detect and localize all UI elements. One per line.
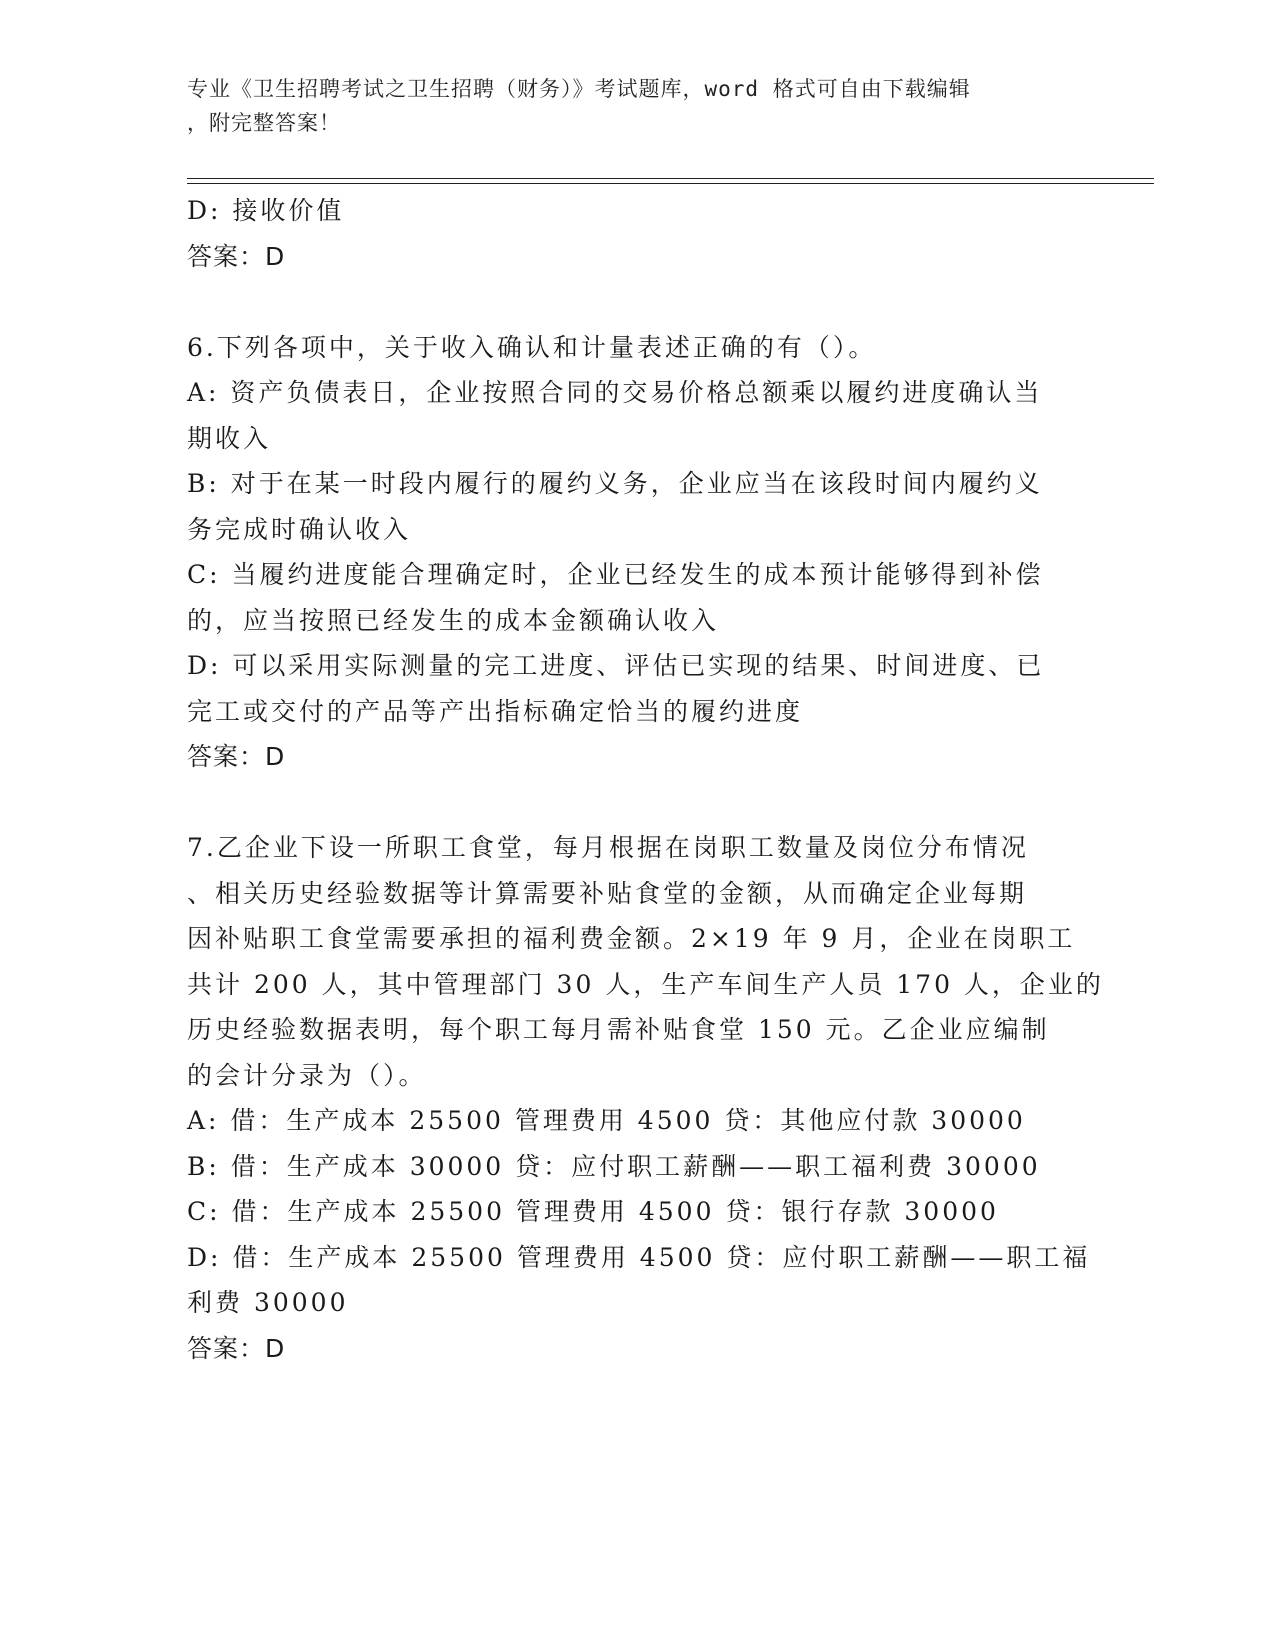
q6-option-d: D: 可以采用实际测量的完工进度、评估已实现的结果、时间进度、已 xyxy=(187,651,1045,680)
header-line-2: ，附完整答案！ xyxy=(187,111,341,135)
q7-stem-5: 历史经验数据表明，每个职工每月需补贴食堂 150 元。乙企业应编制 xyxy=(187,1015,1050,1044)
q6-option-b-cont: 务完成时确认收入 xyxy=(187,514,412,544)
q7-option-a: A: 借：生产成本 25500 管理费用 4500 贷：其他应付款 30000 xyxy=(187,1106,1026,1135)
q6-option-a: A: 资产负债表日，企业按照合同的交易价格总额乘以履约进度确认当 xyxy=(187,378,1043,407)
document-header xyxy=(187,72,1067,140)
header-line-1: 专业《卫生招聘考试之卫生招聘（财务）》考试题库，word 格式可自由下载编辑 xyxy=(187,77,971,101)
q7-option-c: C: 借：生产成本 25500 管理费用 4500 贷：银行存款 30000 xyxy=(187,1197,999,1226)
q6-option-b: B: 对于在某一时段内履行的履约义务，企业应当在该段时间内履约义 xyxy=(187,469,1043,498)
q7-option-d: D: 借：生产成本 25500 管理费用 4500 贷：应付职工薪酬——职工福 xyxy=(187,1242,1091,1272)
q7-stem-2: 、相关历史经验数据等计算需要补贴食堂的金额，从而确定企业每期 xyxy=(187,878,1028,908)
prev-answer: 答案：D xyxy=(187,241,286,271)
spacer xyxy=(187,279,1087,325)
q7-stem-3: 因补贴职工食堂需要承担的福利费金额。2×19 年 9 月，企业在岗职工 xyxy=(187,924,1076,953)
q6-option-d-cont: 完工或交付的产品等产出指标确定恰当的履约进度 xyxy=(187,696,804,726)
q7-stem-6: 的会计分录为（）。 xyxy=(187,1060,427,1090)
q7-stem-1: 7.乙企业下设一所职工食堂，每月根据在岗职工数量及岗位分布情况 xyxy=(187,833,1029,862)
q6-answer: 答案：D xyxy=(187,742,286,771)
question-6 xyxy=(187,325,1087,780)
q6-option-a-cont: 期收入 xyxy=(187,423,272,453)
spacer xyxy=(187,780,1087,826)
q6-stem: 6.下列各项中，关于收入确认和计量表述正确的有（）。 xyxy=(187,332,877,362)
q7-answer: 答案：D xyxy=(187,1333,286,1363)
q6-option-c: C: 当履约进度能合理确定时，企业已经发生的成本预计能够得到补偿 xyxy=(187,560,1044,589)
q7-option-b: B: 借：生产成本 30000 贷：应付职工薪酬——职工福利费 30000 xyxy=(187,1151,1041,1181)
header-rule-bottom xyxy=(187,183,1154,184)
q7-option-d-cont: 利费 30000 xyxy=(187,1288,349,1317)
question-7 xyxy=(187,825,1104,1371)
q6-option-c-cont: 的，应当按照已经发生的成本金额确认收入 xyxy=(187,605,720,635)
prev-option-d: D: 接收价值 xyxy=(187,196,345,225)
header-rule-top xyxy=(187,178,1154,179)
document-body xyxy=(187,188,1104,1371)
q7-stem-4: 共计 200 人，其中管理部门 30 人，生产车间生产人员 170 人，企业的 xyxy=(187,969,1104,999)
